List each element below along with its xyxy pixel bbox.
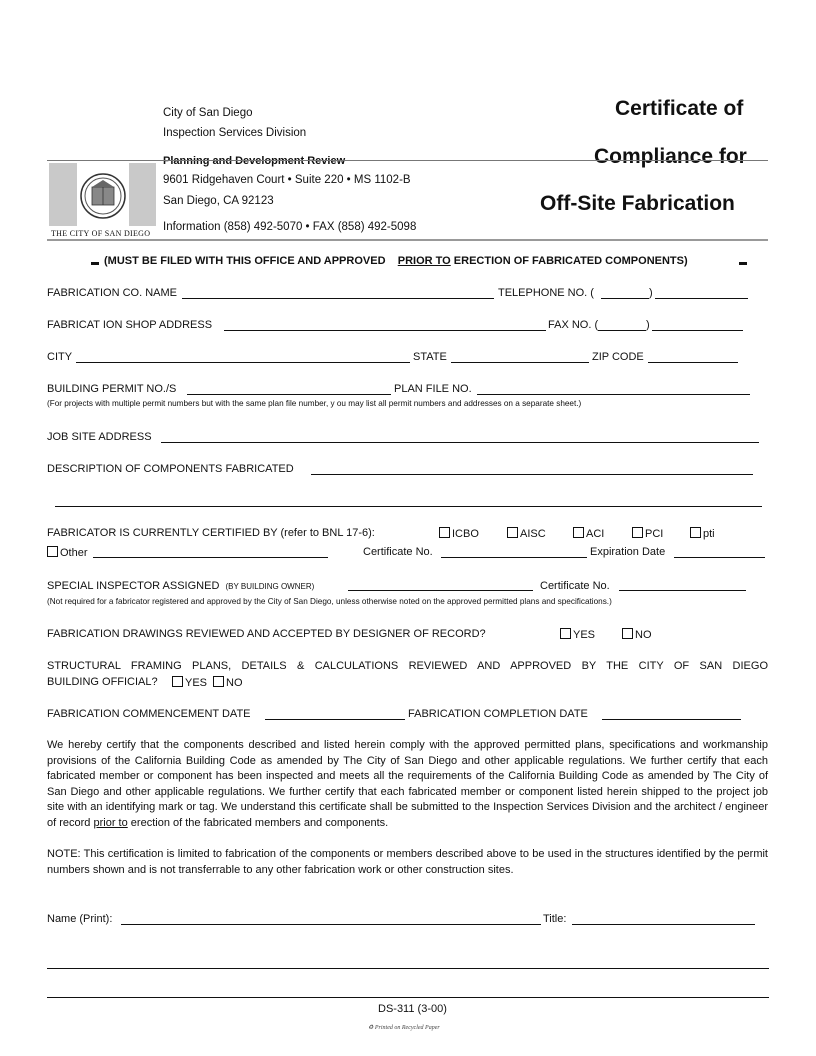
recycled-note (368, 1024, 440, 1031)
no-label: NO (226, 677, 243, 689)
yes-label: YES (573, 629, 596, 641)
city-logo (49, 163, 156, 226)
special-inspector-text: SPECIAL INSPECTOR ASSIGNED (47, 580, 220, 592)
telephone-field[interactable] (655, 298, 748, 299)
fax-field[interactable] (652, 330, 743, 331)
checkbox-icon (573, 527, 584, 538)
drawings-yes-option[interactable] (560, 628, 595, 641)
contact-info: Information (858) 492-5070 • FAX (858) 492-5098 (163, 221, 417, 233)
no-label: NO (635, 629, 652, 641)
certification-emphasis: prior to (93, 816, 128, 829)
date-line[interactable] (47, 997, 769, 998)
state-field[interactable] (451, 362, 589, 363)
zip-label: ZIP CODE (592, 351, 644, 363)
header-bottom-rule (47, 239, 768, 241)
telephone-label: TELEPHONE NO. ( (498, 287, 594, 299)
structural-question-line-2: BUILDING OFFICIAL? (47, 676, 158, 688)
plan-file-field[interactable] (477, 394, 750, 395)
title-label: Title: (543, 913, 567, 925)
name-print-field[interactable] (121, 924, 541, 925)
expiration-date-field[interactable] (674, 557, 765, 558)
special-inspector-label (47, 580, 314, 592)
title-line-1: Certificate of (615, 97, 744, 120)
completion-date-label: FABRICATION COMPLETION DATE (408, 708, 588, 720)
city-field[interactable] (76, 362, 410, 363)
certificate-no-field[interactable] (441, 557, 587, 558)
division-name: Inspection Services Division (163, 127, 307, 139)
completion-date-field[interactable] (602, 719, 741, 720)
drawings-no-option[interactable] (622, 628, 652, 641)
checkbox-icon (560, 628, 571, 639)
title-line-2: Compliance for (594, 145, 747, 168)
logo-caption: THE CITY OF SAN DIEGO (51, 229, 151, 238)
notice-pre: (MUST BE FILED WITH THIS OFFICE AND APPROVED (104, 255, 386, 267)
commencement-date-field[interactable] (265, 719, 405, 720)
city-label: CITY (47, 351, 73, 363)
cert-option-label: AISC (520, 528, 546, 540)
permit-field[interactable] (187, 394, 391, 395)
notice-dash-left (91, 262, 99, 265)
telephone-paren: ) (649, 287, 653, 299)
drawings-question: FABRICATION DRAWINGS REVIEWED AND ACCEPTED BY DESIGNER OF RECORD? (47, 628, 486, 640)
notice-emphasis: PRIOR TO (397, 255, 451, 267)
title-field[interactable] (572, 924, 755, 925)
certification-text: We hereby certify that the components described and listed herein comply with the approved permitted plans, specifications and workmanship provisions of the California Building Code as amended by The City of San Diego and other applicable regulations. We further certify that each fabricated member or component has been inspected and meets all the requirements of the California Building Code as amended by The City of San Diego and other applicable regulations. We further certify that each fabricated member or component listed herein shipped to the project job site with an identifying mark or tag. We understand this certificate shall be submitted to the Inspection Services Division and the architect / engineer of record (47, 739, 768, 829)
inspector-cert-no-label: Certificate No. (540, 580, 610, 592)
fax-paren: ) (646, 319, 650, 331)
fax-area-field[interactable] (598, 330, 646, 331)
certification-paragraph (47, 738, 768, 831)
description-field[interactable] (311, 474, 753, 475)
notice-post: ERECTION OF FABRICATED COMPONENTS) (453, 255, 688, 267)
address-line-1: 9601 Ridgehaven Court • Suite 220 • MS 1102-B (163, 174, 411, 186)
cert-option-pci[interactable] (632, 527, 663, 540)
signature-line[interactable] (47, 968, 769, 969)
city-name: City of San Diego (163, 107, 253, 119)
shop-address-field[interactable] (224, 330, 546, 331)
fax-label: FAX NO. ( (548, 319, 599, 331)
note-paragraph: NOTE: This certification is limited to fabrication of the components or members described above to be used in the structures identified by the permit numbers shown and is not transferrable to any other fabrication work or other construction sites. (47, 848, 768, 876)
yes-label: YES (185, 677, 208, 689)
cert-option-pti[interactable] (690, 527, 715, 540)
cert-option-aci[interactable] (573, 527, 604, 540)
checkbox-icon (690, 527, 701, 538)
fab-name-label: FABRICATION CO. NAME (47, 287, 177, 299)
cert-option-label: PCI (645, 528, 664, 540)
plan-file-label: PLAN FILE NO. (394, 383, 472, 395)
cert-option-other[interactable] (47, 546, 88, 559)
notice-text (104, 255, 688, 267)
city-seal-icon (49, 163, 156, 226)
cert-option-label: pti (703, 528, 715, 540)
permit-label: BUILDING PERMIT NO./S (47, 383, 177, 395)
structural-yes-option[interactable] (172, 676, 207, 689)
checkbox-icon (213, 676, 224, 687)
job-site-field[interactable] (161, 442, 759, 443)
notice-dash-right (739, 262, 747, 265)
cert-option-icbo[interactable] (439, 527, 479, 540)
checkbox-icon (507, 527, 518, 538)
name-print-label: Name (Print): (47, 913, 113, 925)
recycle-icon: ♻ (368, 1025, 374, 1031)
description-field-2[interactable] (55, 506, 762, 507)
by-owner-text: (BY BUILDING OWNER) (225, 582, 315, 591)
cert-option-label: ICBO (452, 528, 479, 540)
structural-no-option[interactable] (213, 676, 243, 689)
checkbox-icon (172, 676, 183, 687)
checkbox-icon (632, 527, 643, 538)
commencement-date-label: FABRICATION COMMENCEMENT DATE (47, 708, 251, 720)
checkbox-icon (622, 628, 633, 639)
address-line-2: San Diego, CA 92123 (163, 195, 274, 207)
zip-field[interactable] (648, 362, 738, 363)
job-site-label: JOB SITE ADDRESS (47, 431, 152, 443)
special-inspector-field[interactable] (348, 590, 533, 591)
shop-address-label: FABRICAT ION SHOP ADDRESS (47, 319, 213, 331)
permit-note: (For projects with multiple permit numbers but with the same plan file number, y ou may list all permit numbers and addresses on a separate sheet.) (47, 399, 582, 408)
department-name: Planning and Development Review (163, 155, 346, 167)
recycled-text: Printed on Recycled Paper (374, 1025, 440, 1031)
header-top-rule (47, 160, 768, 161)
fab-name-field[interactable] (182, 298, 494, 299)
description-label: DESCRIPTION OF COMPONENTS FABRICATED (47, 463, 294, 475)
cert-option-label: ACI (586, 528, 605, 540)
certification-tail: erection of the fabricated members and components. (130, 816, 389, 829)
form-number: DS-311 (3-00) (378, 1003, 447, 1015)
structural-question-line-1: STRUCTURAL FRAMING PLANS, DETAILS & CALCULATIONS REVIEWED AND APPROVED BY THE CITY OF SAN DIEGO (47, 660, 768, 672)
state-label: STATE (413, 351, 447, 363)
cert-option-aisc[interactable] (507, 527, 546, 540)
inspector-cert-no-field[interactable] (619, 590, 746, 591)
title-line-3: Off-Site Fabrication (540, 192, 735, 215)
inspector-note: (Not required for a fabricator registered and approved by the City of San Diego, unless otherwise noted on the approved permitted plans and specifications.) (47, 597, 612, 606)
checkbox-icon (47, 546, 58, 557)
certified-by-label: FABRICATOR IS CURRENTLY CERTIFIED BY (refer to BNL 17-6): (47, 527, 375, 539)
other-label: Other (60, 547, 88, 559)
checkbox-icon (439, 527, 450, 538)
other-field[interactable] (93, 557, 328, 558)
certificate-no-label: Certificate No. (363, 546, 433, 558)
expiration-date-label: Expiration Date (590, 546, 666, 558)
telephone-area-field[interactable] (601, 298, 649, 299)
